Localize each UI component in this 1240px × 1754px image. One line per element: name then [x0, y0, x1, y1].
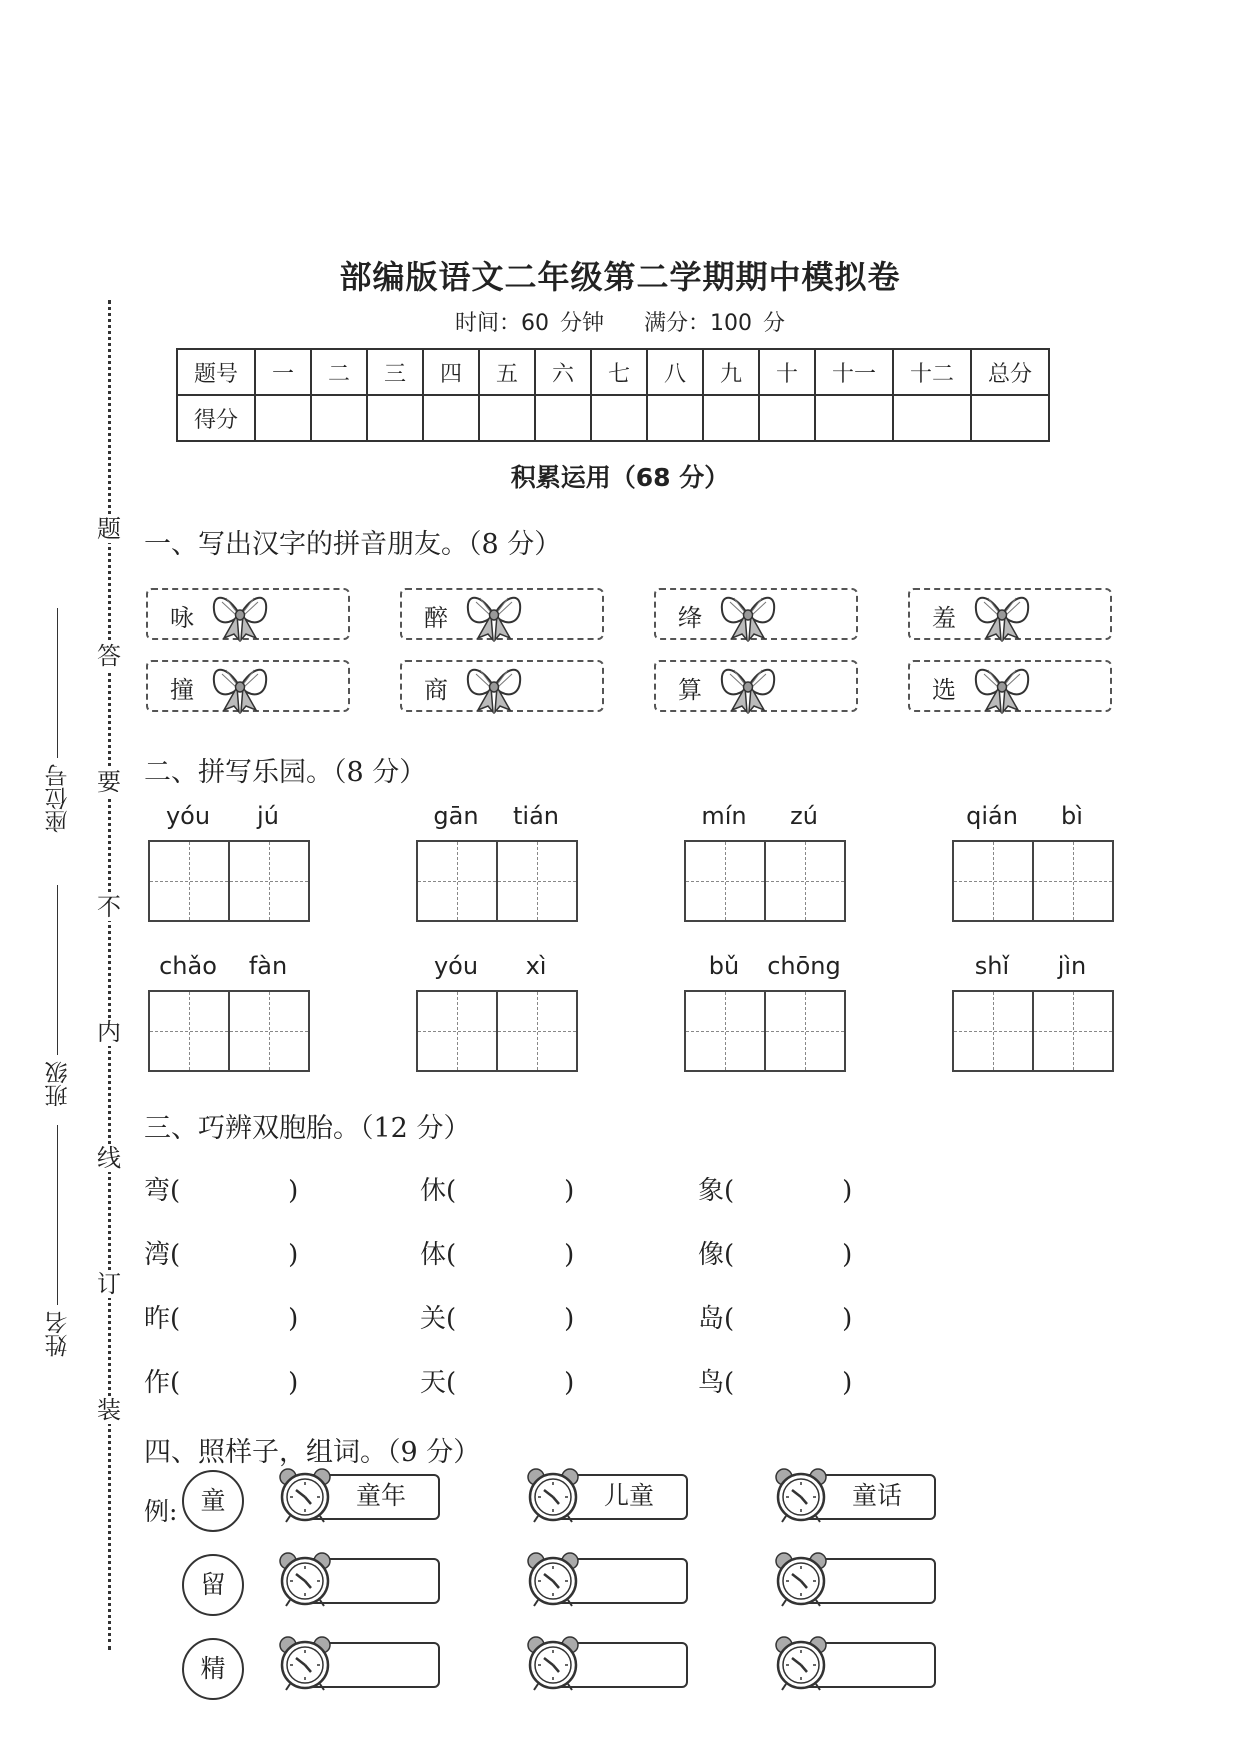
- score-cell[interactable]: [367, 395, 423, 441]
- example-label: 例:: [144, 1497, 178, 1526]
- close-paren: ): [842, 1368, 853, 1398]
- score-cell[interactable]: [815, 395, 893, 441]
- binding-char: 要: [97, 768, 121, 796]
- open-paren: (: [446, 1240, 457, 1270]
- close-paren: ): [288, 1368, 299, 1398]
- twin-char: 象: [698, 1176, 725, 1206]
- word-fill-item[interactable]: [420, 1234, 574, 1271]
- pinyin-answer-card[interactable]: [146, 588, 350, 640]
- twin-char: 鸟: [698, 1368, 725, 1398]
- tianzige-grid[interactable]: [952, 990, 1114, 1072]
- exam-info: [0, 306, 1240, 337]
- twin-char: 关: [420, 1304, 447, 1334]
- bow-icon: [716, 588, 780, 642]
- pinyin-label: chōng: [767, 952, 841, 980]
- word-fill-item[interactable]: [698, 1298, 852, 1335]
- writing-cell[interactable]: [954, 992, 1034, 1070]
- card-char: 绛: [678, 604, 702, 632]
- bow-icon: [208, 588, 272, 642]
- name-field[interactable]: [28, 1125, 88, 1357]
- binding-char: 内: [97, 1018, 121, 1046]
- word-answer-box[interactable]: [772, 1466, 934, 1510]
- column-header: 三: [367, 349, 423, 395]
- tianzige-grid[interactable]: [684, 840, 846, 922]
- writing-cell[interactable]: [1034, 992, 1112, 1070]
- writing-cell[interactable]: [418, 992, 498, 1070]
- bow-icon: [716, 660, 780, 714]
- open-paren: (: [446, 1176, 457, 1206]
- word-answer-box[interactable]: [524, 1550, 686, 1594]
- close-paren: ): [288, 1240, 299, 1270]
- writing-cell[interactable]: [1034, 842, 1112, 920]
- word-text: 童话: [851, 1481, 902, 1510]
- word-text: 儿童: [603, 1481, 654, 1510]
- word-fill-item[interactable]: [144, 1298, 298, 1335]
- open-paren: (: [170, 1304, 181, 1334]
- open-paren: (: [446, 1368, 457, 1398]
- pinyin-label: gān: [433, 802, 479, 830]
- word-answer-box[interactable]: [772, 1634, 934, 1678]
- column-header: 十: [759, 349, 815, 395]
- word-text: 童年: [355, 1481, 406, 1510]
- word-answer-box[interactable]: [276, 1466, 438, 1510]
- pinyin-answer-card[interactable]: [654, 588, 858, 640]
- score-cell[interactable]: [479, 395, 535, 441]
- question-number-row: [177, 349, 1049, 395]
- full-score: 满分：100 分: [644, 311, 785, 336]
- row-label: 得分: [177, 395, 255, 441]
- open-paren: (: [724, 1240, 735, 1270]
- open-paren: (: [724, 1304, 735, 1334]
- base-char-circle: 留: [182, 1554, 244, 1616]
- score-table: [176, 348, 1050, 442]
- question-3-title: 三、巧辨双胞胎。（12 分）: [144, 1113, 471, 1144]
- score-cell[interactable]: [703, 395, 759, 441]
- word-answer-box[interactable]: [276, 1550, 438, 1594]
- word-fill-item[interactable]: [144, 1362, 298, 1399]
- card-char: 选: [932, 676, 956, 704]
- column-header: 十二: [893, 349, 971, 395]
- base-char-circle: 童: [182, 1470, 244, 1532]
- pinyin-answer-card[interactable]: [146, 660, 350, 712]
- column-header: 一: [255, 349, 311, 395]
- score-cell[interactable]: [311, 395, 367, 441]
- pinyin-label: zú: [790, 802, 818, 830]
- alarm-clock-icon: [524, 1550, 584, 1608]
- tianzige-grid[interactable]: [684, 990, 846, 1072]
- word-answer-box[interactable]: [524, 1634, 686, 1678]
- binding-char: 题: [97, 515, 121, 543]
- bow-icon: [970, 588, 1034, 642]
- tianzige-grid[interactable]: [952, 840, 1114, 922]
- writing-cell[interactable]: [498, 992, 576, 1070]
- column-header: 四: [423, 349, 479, 395]
- tianzige-grid[interactable]: [416, 990, 578, 1072]
- pinyin-label: xì: [525, 952, 547, 980]
- pinyin-answer-card[interactable]: [400, 660, 604, 712]
- score-cell[interactable]: [647, 395, 703, 441]
- writing-cell[interactable]: [686, 842, 766, 920]
- column-header: 七: [591, 349, 647, 395]
- close-paren: ): [288, 1176, 299, 1206]
- twin-char: 湾: [144, 1240, 171, 1270]
- card-char: 醉: [424, 604, 448, 632]
- writing-cell[interactable]: [150, 992, 230, 1070]
- alarm-clock-icon: [772, 1550, 832, 1608]
- writing-cell[interactable]: [686, 992, 766, 1070]
- word-answer-box[interactable]: [772, 1550, 934, 1594]
- base-char-circle: 精: [182, 1638, 244, 1700]
- column-header: 八: [647, 349, 703, 395]
- bow-icon: [208, 660, 272, 714]
- question-1-title: 一、写出汉字的拼音朋友。（8 分）: [144, 529, 562, 560]
- pinyin-label: fàn: [248, 952, 288, 980]
- alarm-clock-icon: [276, 1550, 336, 1608]
- pinyin-label: yóu: [433, 952, 479, 980]
- column-header: 九: [703, 349, 759, 395]
- seat-number-label: 座位号: [45, 764, 72, 833]
- pinyin-label: tián: [513, 802, 559, 830]
- writing-cell[interactable]: [766, 992, 844, 1070]
- column-header: 六: [535, 349, 591, 395]
- close-paren: ): [842, 1240, 853, 1270]
- open-paren: (: [170, 1368, 181, 1398]
- binding-char: 线: [97, 1144, 121, 1172]
- pinyin-label: jìn: [1057, 952, 1087, 980]
- score-cell[interactable]: [591, 395, 647, 441]
- tianzige-grid[interactable]: [416, 840, 578, 922]
- binding-char: 装: [97, 1396, 121, 1424]
- pinyin-label: bǔ: [708, 952, 740, 980]
- section-heading: 积累运用（68 分）: [510, 463, 730, 492]
- pinyin-answer-card[interactable]: [400, 588, 604, 640]
- pinyin-label: yóu: [165, 802, 211, 830]
- writing-cell[interactable]: [418, 842, 498, 920]
- close-paren: ): [564, 1176, 575, 1206]
- word-fill-item[interactable]: [144, 1234, 298, 1271]
- word-fill-item[interactable]: [698, 1234, 852, 1271]
- binding-dotted-line: [108, 300, 111, 1650]
- bow-icon: [462, 660, 526, 714]
- twin-char: 休: [420, 1176, 447, 1206]
- column-header: 总分: [971, 349, 1049, 395]
- score-row: [177, 395, 1049, 441]
- bow-icon: [462, 588, 526, 642]
- writing-cell[interactable]: [230, 842, 308, 920]
- score-cell[interactable]: [893, 395, 971, 441]
- question-2-title: 二、拼写乐园。（8 分）: [144, 757, 427, 788]
- open-paren: (: [724, 1368, 735, 1398]
- twin-char: 作: [144, 1368, 171, 1398]
- binding-char: 答: [97, 642, 121, 670]
- score-cell[interactable]: [971, 395, 1049, 441]
- alarm-clock-icon: [276, 1634, 336, 1692]
- time-limit: 时间：60 分钟: [455, 311, 604, 336]
- alarm-clock-icon: [772, 1634, 832, 1692]
- twin-char: 天: [420, 1368, 447, 1398]
- alarm-clock-icon: [524, 1634, 584, 1692]
- open-paren: (: [170, 1176, 181, 1206]
- close-paren: ): [842, 1176, 853, 1206]
- card-char: 咏: [170, 604, 194, 632]
- twin-char: 岛: [698, 1304, 725, 1334]
- column-header: 五: [479, 349, 535, 395]
- writing-cell[interactable]: [766, 842, 844, 920]
- open-paren: (: [724, 1176, 735, 1206]
- tianzige-grid[interactable]: [148, 990, 310, 1072]
- card-char: 撞: [170, 676, 194, 704]
- class-field[interactable]: [28, 885, 88, 1107]
- twin-char: 昨: [144, 1304, 171, 1334]
- card-char: 商: [424, 676, 448, 704]
- row-label: 题号: [177, 349, 255, 395]
- bow-icon: [970, 660, 1034, 714]
- word-fill-item[interactable]: [698, 1170, 852, 1207]
- writing-cell[interactable]: [150, 842, 230, 920]
- pinyin-answer-card[interactable]: [908, 588, 1112, 640]
- open-paren: (: [170, 1240, 181, 1270]
- class-label: 班级: [45, 1061, 72, 1107]
- word-answer-box[interactable]: [524, 1466, 686, 1510]
- tianzige-grid[interactable]: [148, 840, 310, 922]
- pinyin-answer-card[interactable]: [908, 660, 1112, 712]
- binding-char: 不: [97, 893, 121, 921]
- score-cell[interactable]: [423, 395, 479, 441]
- twin-char: 体: [420, 1240, 447, 1270]
- writing-cell[interactable]: [954, 842, 1034, 920]
- twin-char: 弯: [144, 1176, 171, 1206]
- close-paren: ): [564, 1304, 575, 1334]
- card-char: 算: [678, 676, 702, 704]
- word-fill-item[interactable]: [420, 1170, 574, 1207]
- card-char: 羞: [932, 604, 956, 632]
- writing-cell[interactable]: [498, 842, 576, 920]
- name-label: 姓名: [45, 1311, 72, 1357]
- score-cell[interactable]: [255, 395, 311, 441]
- open-paren: (: [446, 1304, 457, 1334]
- pinyin-label: jú: [257, 802, 279, 830]
- writing-cell[interactable]: [230, 992, 308, 1070]
- question-4-title: 四、照样子，组词。（9 分）: [144, 1437, 481, 1468]
- page-title: 部编版语文二年级第二学期期中模拟卷: [339, 258, 901, 296]
- word-fill-item[interactable]: [420, 1298, 574, 1335]
- close-paren: ): [564, 1368, 575, 1398]
- pinyin-label: qián: [966, 802, 1018, 830]
- column-header: 十一: [815, 349, 893, 395]
- twin-char: 像: [698, 1240, 725, 1270]
- score-cell[interactable]: [535, 395, 591, 441]
- word-fill-item[interactable]: [698, 1362, 852, 1399]
- close-paren: ): [842, 1304, 853, 1334]
- score-cell[interactable]: [759, 395, 815, 441]
- close-paren: ): [564, 1240, 575, 1270]
- pinyin-answer-card[interactable]: [654, 660, 858, 712]
- pinyin-label: chǎo: [159, 952, 217, 980]
- seat-number-field[interactable]: [28, 608, 88, 833]
- word-fill-item[interactable]: [420, 1362, 574, 1399]
- binding-char: 订: [97, 1270, 121, 1298]
- pinyin-label: mín: [701, 802, 747, 830]
- word-fill-item[interactable]: [144, 1170, 298, 1207]
- close-paren: ): [288, 1304, 299, 1334]
- word-answer-box[interactable]: [276, 1634, 438, 1678]
- pinyin-label: shǐ: [974, 952, 1010, 980]
- column-header: 二: [311, 349, 367, 395]
- pinyin-label: bì: [1061, 802, 1083, 830]
